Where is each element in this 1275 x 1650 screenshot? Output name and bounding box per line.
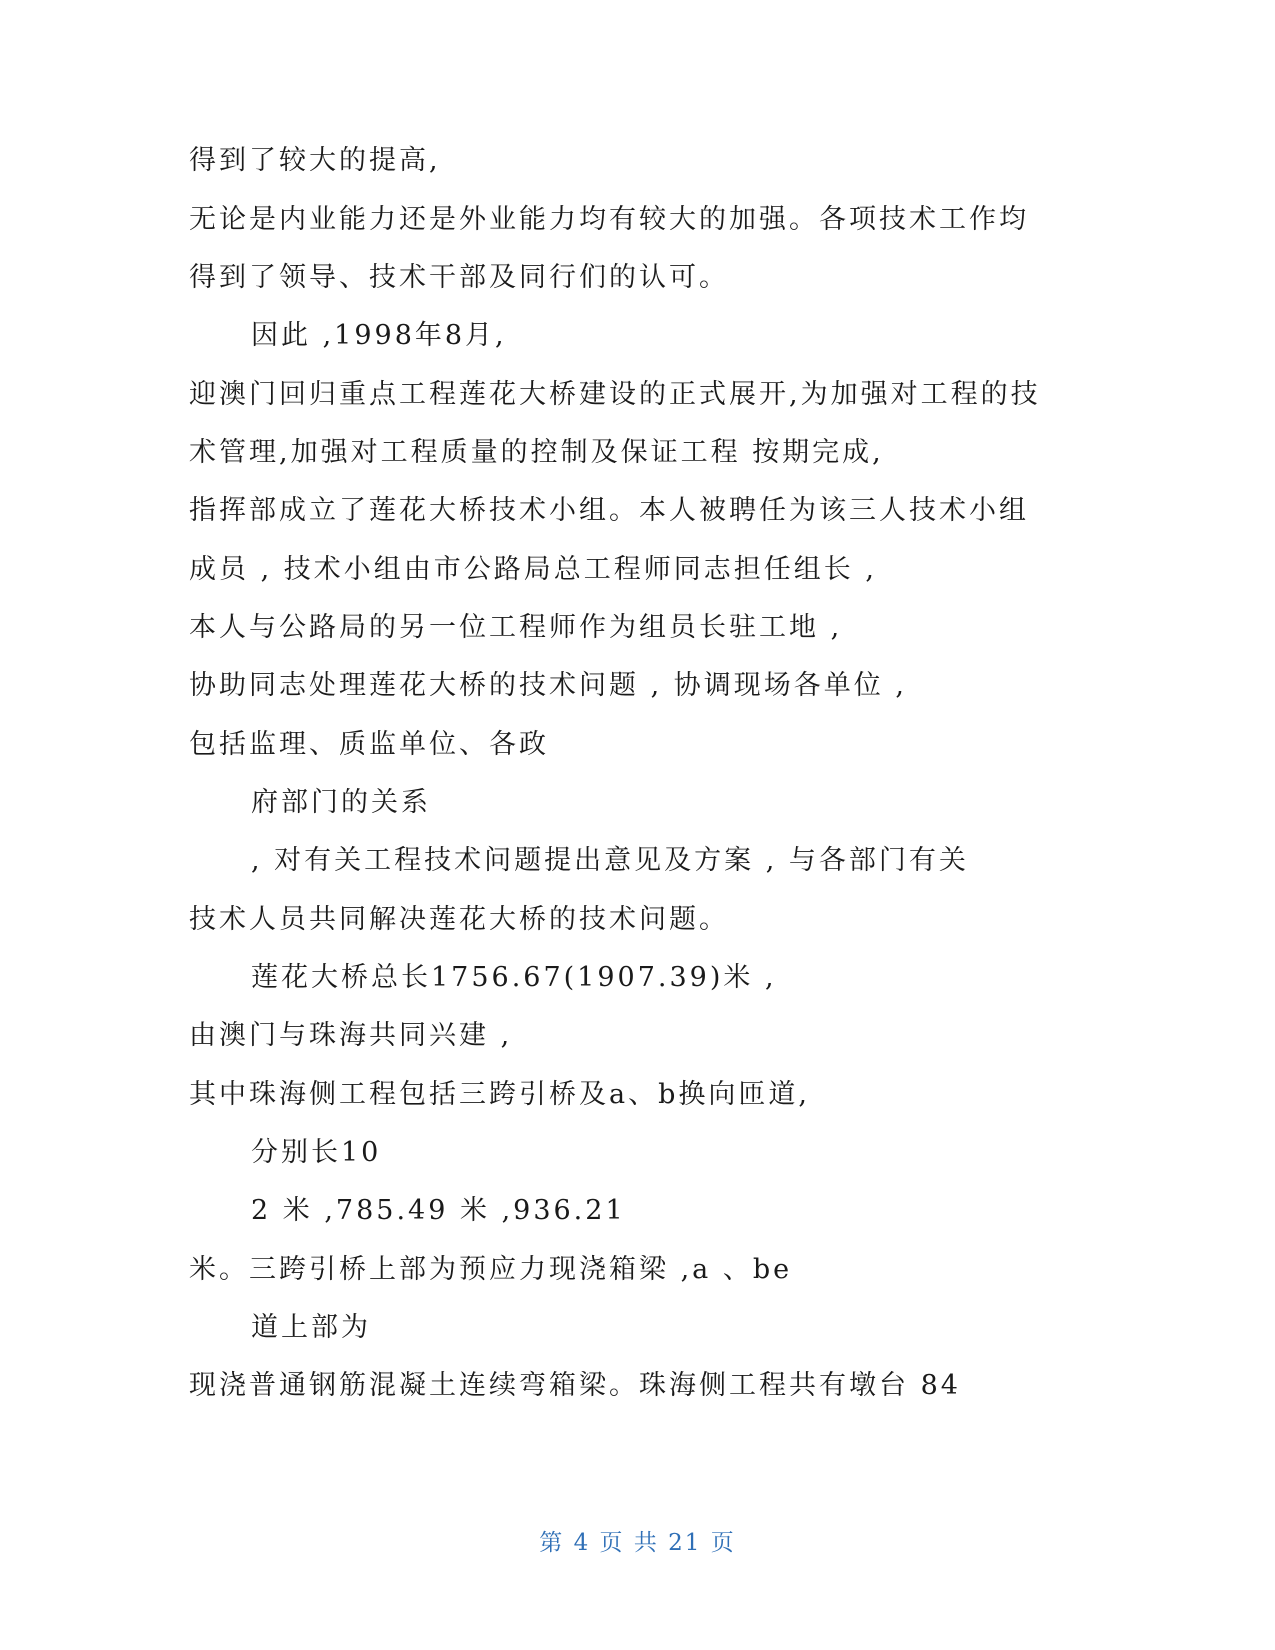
body-text-line: 分别长10	[251, 1137, 382, 1168]
body-text-line: 现浇普通钢筋混凝土连续弯箱梁。珠海侧工程共有墩台 84	[189, 1370, 961, 1401]
body-text-line: 本人与公路局的另一位工程师作为组员长驻工地 ,	[189, 612, 843, 643]
body-text-line: 指挥部成立了莲花大桥技术小组。本人被聘任为该三人技术小组	[189, 495, 1029, 526]
body-text-line: 术管理,加强对工程质量的控制及保证工程 按期完成,	[189, 437, 884, 468]
body-text-line: 道上部为	[251, 1312, 371, 1343]
body-text-line: 由澳门与珠海共同兴建 ,	[189, 1020, 513, 1051]
body-text-line: 其中珠海侧工程包括三跨引桥及a、b换向匝道,	[189, 1079, 810, 1110]
body-text-line: 协助同志处理莲花大桥的技术问题 , 协调现场各单位 ,	[189, 670, 907, 701]
body-text-line: , 对有关工程技术问题提出意见及方案 , 与各部门有关	[251, 845, 969, 876]
body-text-line: 迎澳门回归重点工程莲花大桥建设的正式展开,为加强对工程的技	[189, 379, 1041, 410]
body-text-line: 得到了领导、技术干部及同行们的认可。	[189, 262, 729, 293]
body-text-line: 成员 , 技术小组由市公路局总工程师同志担任组长 ,	[189, 554, 877, 585]
body-text-line: 技术人员共同解决莲花大桥的技术问题。	[189, 904, 729, 935]
body-text-line: 2 米 ,785.49 米 ,936.21	[251, 1195, 626, 1226]
page-number-footer: 第 4 页 共 21 页	[539, 1530, 736, 1556]
body-text-line: 米。三跨引桥上部为预应力现浇箱梁 ,a 、be	[189, 1254, 793, 1285]
body-text-line: 因此 ,1998年8月,	[251, 320, 507, 351]
body-text-line: 莲花大桥总长1756.67(1907.39)米 ,	[251, 962, 777, 993]
body-text-line: 包括监理、质监单位、各政	[189, 729, 549, 760]
body-text-line: 无论是内业能力还是外业能力均有较大的加强。各项技术工作均	[189, 204, 1029, 235]
body-text-line: 府部门的关系	[251, 787, 431, 818]
body-text-line: 得到了较大的提高,	[189, 145, 441, 176]
